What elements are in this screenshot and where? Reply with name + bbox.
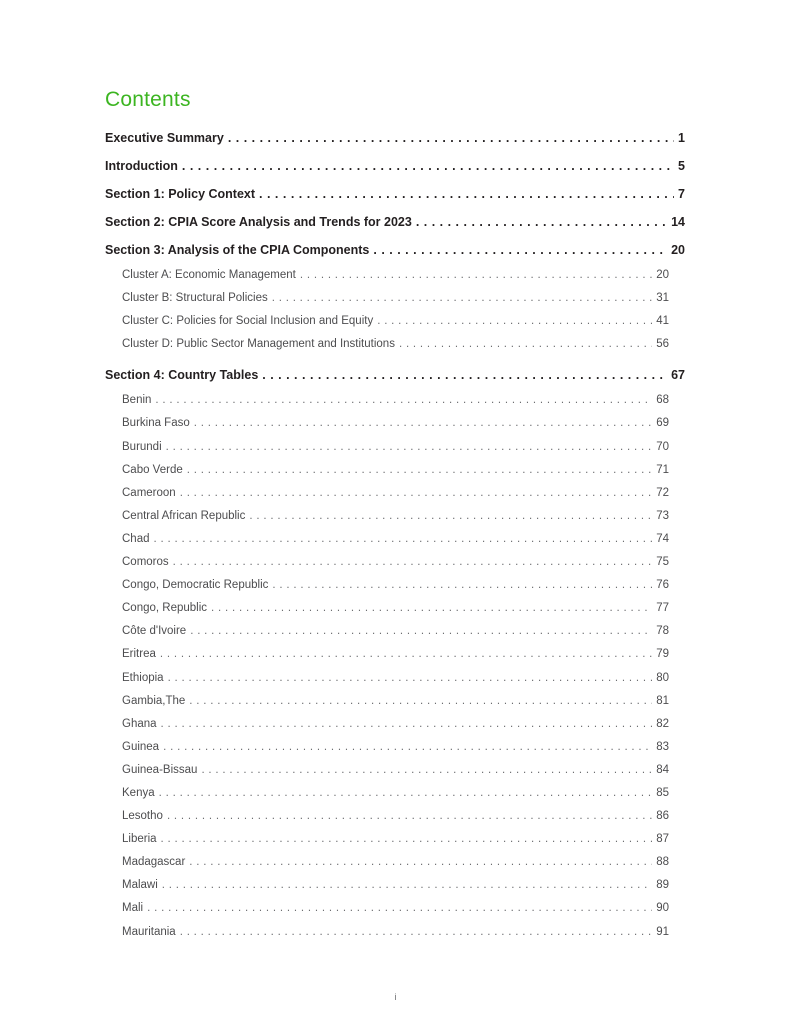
toc-entry-label: Benin <box>122 394 152 407</box>
toc-entry-page: 20 <box>656 269 669 281</box>
dot-leader <box>159 782 653 805</box>
toc-entry-page: 1 <box>678 131 685 145</box>
dot-leader <box>180 921 653 944</box>
dot-leader <box>190 620 652 643</box>
dot-leader <box>180 482 653 505</box>
toc-entry-label: Section 4: Country Tables <box>105 368 259 383</box>
toc-subentry[interactable] <box>105 921 685 944</box>
toc-entry-page: 70 <box>656 440 669 453</box>
toc-subentry[interactable] <box>105 620 685 643</box>
toc-entry-page: 20 <box>671 243 685 257</box>
toc-subentry[interactable] <box>105 264 685 287</box>
page-title: Contents <box>105 88 191 111</box>
dot-leader <box>155 389 652 412</box>
toc-entry-label: Madagascar <box>122 856 186 869</box>
toc-entry-label: Cluster B: Structural Policies <box>122 292 268 305</box>
toc-subentry[interactable] <box>105 759 685 782</box>
toc-subentry[interactable] <box>105 736 685 759</box>
toc-entry-page: 89 <box>656 879 669 892</box>
toc-entry-label: Gambia,The <box>122 694 186 707</box>
dot-leader <box>272 287 652 310</box>
toc-entry-page: 91 <box>656 925 669 938</box>
dot-leader <box>162 874 652 897</box>
toc-entry-label: Kenya <box>122 786 155 799</box>
toc-section-entry[interactable] <box>105 208 685 236</box>
toc-entry-page: 73 <box>656 509 669 522</box>
toc-entry-page: 79 <box>656 648 669 661</box>
toc-entry-page: 75 <box>656 556 669 569</box>
toc-entry-label: Mali <box>122 902 144 915</box>
dot-leader <box>173 551 653 574</box>
toc-entry-page: 81 <box>656 694 669 707</box>
toc-entry-page: 31 <box>656 292 669 305</box>
toc-subentry[interactable] <box>105 436 685 459</box>
toc-entry-label: Burundi <box>122 440 162 453</box>
toc-entry-label: Guinea <box>122 740 160 753</box>
dot-leader <box>161 713 653 736</box>
toc-entry-label: Congo, Democratic Republic <box>122 579 269 592</box>
toc-entry-label: Section 2: CPIA Score Analysis and Trends for 2023 <box>105 215 412 229</box>
toc-section-entry[interactable] <box>105 124 685 152</box>
dot-leader <box>249 505 652 528</box>
toc-entry-page: 41 <box>656 315 669 328</box>
toc-entry-page: 90 <box>656 902 669 915</box>
toc-subentry[interactable] <box>105 310 685 333</box>
toc-subentry[interactable] <box>105 782 685 805</box>
toc-entry-page: 88 <box>656 856 669 869</box>
toc-entry-page: 87 <box>656 833 669 846</box>
dot-leader <box>167 805 652 828</box>
dot-leader <box>160 643 652 666</box>
toc-entry-label: Burkina Faso <box>122 417 190 430</box>
dot-leader <box>154 528 653 551</box>
toc-subentry[interactable] <box>105 389 685 412</box>
toc-subentry[interactable] <box>105 551 685 574</box>
toc-entry-label: Ethiopia <box>122 671 164 684</box>
toc-subentry[interactable] <box>105 333 685 356</box>
toc-entry-page: 14 <box>671 215 685 229</box>
dot-leader <box>272 574 652 597</box>
toc-entry-page: 67 <box>671 368 685 383</box>
toc-entry-page: 71 <box>656 463 669 476</box>
toc-entry-page: 76 <box>656 579 669 592</box>
toc-subentry[interactable] <box>105 528 685 551</box>
dot-leader <box>201 759 652 782</box>
toc-subentry[interactable] <box>105 482 685 505</box>
toc-entry-page: 85 <box>656 786 669 799</box>
toc-entry-page: 56 <box>656 338 669 351</box>
toc-entry-label: Eritrea <box>122 648 156 661</box>
dot-leader <box>182 152 674 180</box>
dot-leader <box>373 236 667 264</box>
toc-entry-page: 86 <box>656 810 669 823</box>
toc-section-entry[interactable] <box>105 236 685 264</box>
toc-entry-page: 80 <box>656 671 669 684</box>
toc-subentry[interactable] <box>105 667 685 690</box>
toc-subentry[interactable] <box>105 897 685 920</box>
toc-section-entry[interactable] <box>105 180 685 208</box>
toc-entry-label: Mauritania <box>122 925 176 938</box>
dot-leader <box>228 124 674 152</box>
toc-section-entry[interactable] <box>105 152 685 180</box>
dot-leader <box>262 361 667 389</box>
toc-entry-label: Cluster D: Public Sector Management and Institutions <box>122 338 395 351</box>
toc-entry-label: Comoros <box>122 556 169 569</box>
dot-leader <box>300 264 652 287</box>
toc-subentry[interactable] <box>105 690 685 713</box>
toc-subentry[interactable] <box>105 412 685 435</box>
toc-entry-label: Section 1: Policy Context <box>105 187 256 201</box>
table-of-contents <box>105 124 685 944</box>
toc-entry-label: Cameroon <box>122 486 176 499</box>
dot-leader <box>399 333 652 356</box>
toc-entry-label: Cabo Verde <box>122 463 183 476</box>
dot-leader <box>163 736 652 759</box>
toc-entry-label: Central African Republic <box>122 509 246 522</box>
dot-leader <box>168 667 653 690</box>
toc-entry-page: 82 <box>656 717 669 730</box>
toc-entry-label: Côte d'Ivoire <box>122 625 187 638</box>
toc-subentry[interactable] <box>105 828 685 851</box>
toc-subentry[interactable] <box>105 597 685 620</box>
page-number: i <box>394 992 397 1002</box>
dot-leader <box>259 180 674 208</box>
dot-leader <box>161 828 653 851</box>
toc-entry-label: Liberia <box>122 833 157 846</box>
toc-subentry[interactable] <box>105 505 685 528</box>
toc-subentry[interactable] <box>105 851 685 874</box>
dot-leader <box>166 436 653 459</box>
dot-leader <box>187 459 652 482</box>
toc-entry-label: Introduction <box>105 159 178 173</box>
toc-entry-page: 78 <box>656 625 669 638</box>
toc-subentry[interactable] <box>105 287 685 310</box>
toc-entry-label: Cluster A: Economic Management <box>122 269 296 281</box>
toc-subentry[interactable] <box>105 643 685 666</box>
toc-section-entry[interactable] <box>105 361 685 389</box>
toc-entry-page: 5 <box>678 159 685 173</box>
dot-leader <box>377 310 652 333</box>
toc-entry-page: 72 <box>656 486 669 499</box>
dot-leader <box>189 690 652 713</box>
toc-entry-label: Ghana <box>122 717 157 730</box>
toc-entry-page: 77 <box>656 602 669 615</box>
toc-entry-page: 69 <box>656 417 669 430</box>
toc-entry-label: Malawi <box>122 879 158 892</box>
toc-subentry[interactable] <box>105 805 685 828</box>
dot-leader <box>416 208 667 236</box>
toc-entry-page: 7 <box>678 187 685 201</box>
toc-entry-label: Congo, Republic <box>122 602 208 615</box>
toc-subentry[interactable] <box>105 574 685 597</box>
toc-entry-label: Executive Summary <box>105 131 224 145</box>
dot-leader <box>147 897 652 920</box>
dot-leader <box>194 412 652 435</box>
toc-subentry[interactable] <box>105 874 685 897</box>
toc-entry-label: Lesotho <box>122 810 163 823</box>
dot-leader <box>211 597 652 620</box>
toc-entry-label: Section 3: Analysis of the CPIA Components <box>105 243 370 257</box>
toc-entry-page: 68 <box>656 394 669 407</box>
dot-leader <box>189 851 652 874</box>
toc-entry-page: 84 <box>656 763 669 776</box>
toc-entry-label: Cluster C: Policies for Social Inclusion and Equity <box>122 315 374 328</box>
toc-entry-page: 83 <box>656 740 669 753</box>
toc-subentry[interactable] <box>105 713 685 736</box>
toc-entry-label: Chad <box>122 532 150 545</box>
toc-entry-label: Guinea-Bissau <box>122 763 198 776</box>
toc-entry-page: 74 <box>656 532 669 545</box>
toc-subentry[interactable] <box>105 459 685 482</box>
